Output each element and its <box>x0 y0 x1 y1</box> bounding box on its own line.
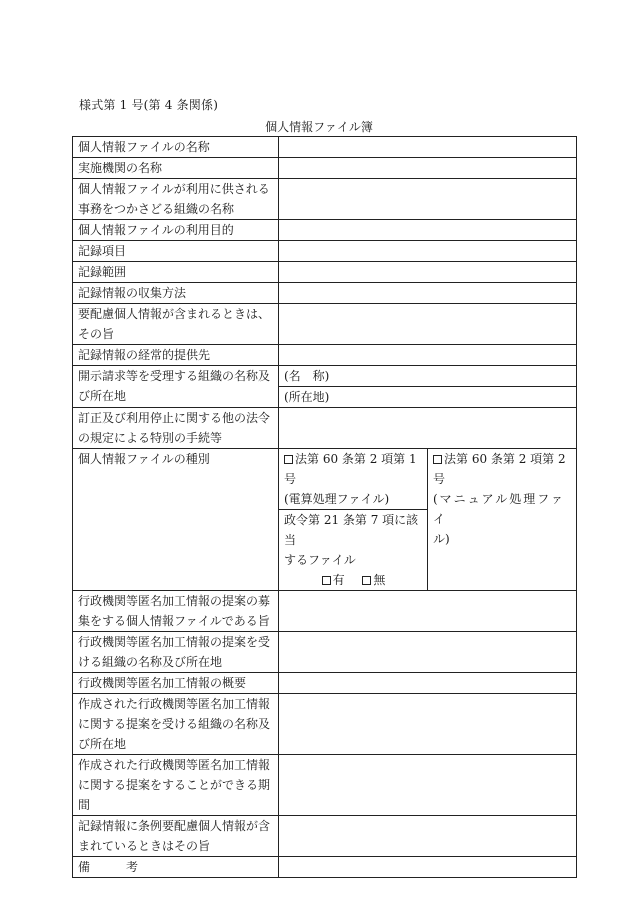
row-label-collection-method: 記録情報の収集方法 <box>73 283 279 304</box>
label-line: 事務をつかさどる組織の名称 <box>78 202 235 216</box>
label-line: に関する提案をすることができる期 <box>78 778 271 792</box>
label-line: ける組織の名称及び所在地 <box>78 655 223 669</box>
value-cell-purpose[interactable] <box>279 220 577 241</box>
value-cell-file-name[interactable] <box>279 137 577 158</box>
yes-no-options <box>284 570 423 590</box>
label-line: まれているときはその旨 <box>78 839 211 853</box>
table-row <box>73 408 577 449</box>
value-cell-disclosure-org-name[interactable] <box>279 366 577 387</box>
value-cell-remarks[interactable] <box>279 857 577 878</box>
label-line: 訂正及び利用停止に関する他の法令 <box>78 411 271 425</box>
checkbox-icon[interactable] <box>284 455 293 464</box>
checkbox-yes-icon[interactable] <box>322 576 331 585</box>
label-line: 記録情報に条例要配慮個人情報が含 <box>78 819 271 833</box>
value-cell-disclosure-org-address[interactable] <box>279 387 577 408</box>
row-label-special-procedures <box>73 408 279 449</box>
label-line: に関する提案を受ける組織の名称及 <box>78 717 271 731</box>
table-row <box>73 304 577 345</box>
sub-line: するファイル <box>284 553 356 567</box>
option-line <box>433 449 572 489</box>
table-row <box>73 694 577 755</box>
form-number: 様式第 1 号(第 4 条関係) <box>79 98 219 112</box>
value-cell-special-procedures[interactable] <box>279 408 577 449</box>
value-cell-organization[interactable] <box>279 179 577 220</box>
row-label-purpose: 個人情報ファイルの利用目的 <box>73 220 279 241</box>
checkbox-no-icon[interactable] <box>362 576 371 585</box>
checkbox-icon[interactable] <box>433 455 442 464</box>
row-label-regular-recipients: 記録情報の経常的提供先 <box>73 345 279 366</box>
row-label-anonymized-overview: 行政機関等匿名加工情報の概要 <box>73 673 279 694</box>
value-cell-agency-name[interactable] <box>279 158 577 179</box>
value-cell-proposal-period[interactable] <box>279 755 577 816</box>
table-row <box>73 345 577 366</box>
option-line: ル) <box>433 532 450 546</box>
label-line: び所在地 <box>78 737 127 751</box>
row-label-file-type: 個人情報ファイルの種別 <box>73 449 279 591</box>
table-row <box>73 241 577 262</box>
table-row <box>73 591 577 632</box>
option-cell-manual-file[interactable] <box>428 449 577 591</box>
label-line: 集をする個人情報ファイルである旨 <box>78 614 270 628</box>
table-row <box>73 857 577 878</box>
value-cell-ordinance-sensitive-info[interactable] <box>279 816 577 857</box>
value-cell-proposal-organization[interactable] <box>279 632 577 673</box>
row-label-proposal-organization <box>73 632 279 673</box>
option-line <box>284 449 423 489</box>
table-row <box>73 220 577 241</box>
name-sublabel: (名 称) <box>284 369 330 383</box>
value-cell-collection-method[interactable] <box>279 283 577 304</box>
sub-line: 政令第 21 条第 7 項に該当 <box>284 513 419 547</box>
table-row <box>73 179 577 220</box>
row-label-record-items: 記録項目 <box>73 241 279 262</box>
label-line: び所在地 <box>78 389 127 403</box>
value-cell-created-proposal-organization[interactable] <box>279 694 577 755</box>
label-line: 開示請求等を受理する組織の名称及 <box>78 369 271 383</box>
label-line: 作成された行政機関等匿名加工情報 <box>78 697 271 711</box>
label-line: 行政機関等匿名加工情報の提案の募 <box>78 594 271 608</box>
value-cell-sensitive-info[interactable] <box>279 304 577 345</box>
value-cell-record-items[interactable] <box>279 241 577 262</box>
option-computer-label: 法第 60 条第 2 項第 1 号 <box>284 452 417 486</box>
table-row <box>73 449 577 510</box>
option-manual-label: 法第 60 条第 2 項第 2 号 <box>433 452 566 486</box>
table-row <box>73 283 577 304</box>
row-label-remarks: 備 考 <box>73 857 279 878</box>
table-row <box>73 137 577 158</box>
personal-info-file-register-table <box>72 136 577 878</box>
label-line: 個人情報ファイルが利用に供される <box>78 182 270 196</box>
yes-label: 有 <box>332 573 345 587</box>
table-row <box>73 262 577 283</box>
label-line: 要配慮個人情報が含まれるときは、 <box>78 307 271 321</box>
row-label-sensitive-info <box>73 304 279 345</box>
row-label-disclosure-organization <box>73 366 279 408</box>
sub-cell-ordinance-file <box>279 510 428 591</box>
table-row <box>73 816 577 857</box>
row-label-file-name: 個人情報ファイルの名称 <box>73 137 279 158</box>
row-label-proposal-solicitation <box>73 591 279 632</box>
table-row <box>73 632 577 673</box>
address-sublabel: (所在地) <box>284 390 330 404</box>
option-cell-computer-file[interactable] <box>279 449 428 510</box>
row-label-organization <box>73 179 279 220</box>
value-cell-record-scope[interactable] <box>279 262 577 283</box>
row-label-ordinance-sensitive-info <box>73 816 279 857</box>
option-line: (マニュアル処理ファイ <box>433 492 565 526</box>
label-line: 間 <box>78 798 91 812</box>
row-label-record-scope: 記録範囲 <box>73 262 279 283</box>
label-line: その旨 <box>78 327 115 341</box>
no-label: 無 <box>373 573 386 587</box>
value-cell-regular-recipients[interactable] <box>279 345 577 366</box>
table-row <box>73 673 577 694</box>
value-cell-anonymized-overview[interactable] <box>279 673 577 694</box>
label-line: 作成された行政機関等匿名加工情報 <box>78 758 271 772</box>
table-row <box>73 366 577 387</box>
row-label-agency-name: 実施機関の名称 <box>73 158 279 179</box>
row-label-proposal-period <box>73 755 279 816</box>
value-cell-proposal-solicitation[interactable] <box>279 591 577 632</box>
table-row <box>73 755 577 816</box>
option-line: (電算処理ファイル) <box>284 492 390 506</box>
document-title: 個人情報ファイル簿 <box>265 120 373 134</box>
row-label-created-proposal-organization <box>73 694 279 755</box>
table-row <box>73 158 577 179</box>
label-line: の規定による特別の手続等 <box>78 431 223 445</box>
label-line: 行政機関等匿名加工情報の提案を受 <box>78 635 271 649</box>
